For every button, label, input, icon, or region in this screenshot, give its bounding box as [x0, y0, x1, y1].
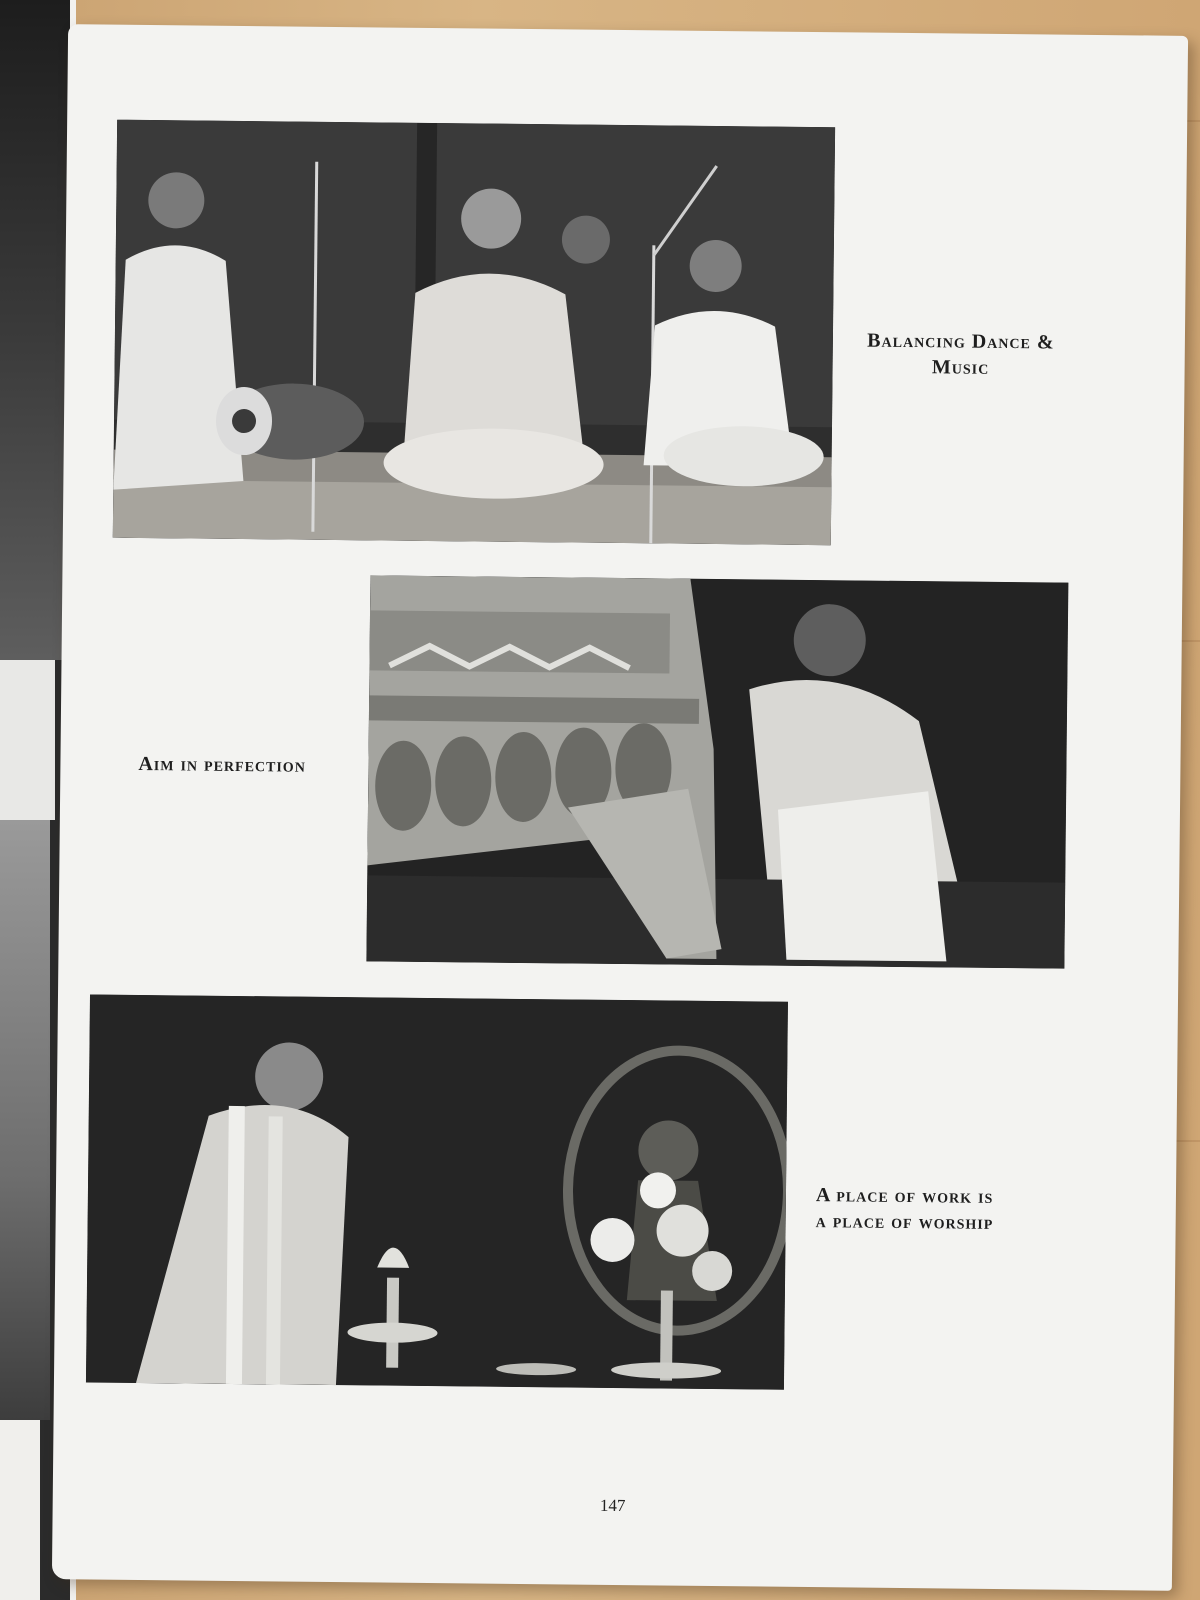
musicians-image	[113, 120, 835, 545]
lamp-lighting-image	[86, 994, 788, 1389]
caption-balancing-dance-music	[850, 327, 1071, 381]
caption-line-1: A place of work is	[815, 1184, 994, 1208]
photo-lamp-lighting	[86, 994, 788, 1389]
curtain-image	[366, 575, 1068, 968]
photo-musicians	[113, 120, 835, 545]
photo-curtain	[366, 575, 1068, 968]
caption-place-of-work	[816, 1182, 1047, 1236]
facing-page-photo-bottom	[0, 820, 50, 1420]
page-number: 147	[599, 1495, 626, 1516]
book-page	[52, 24, 1188, 1591]
caption-line-2: a place of worship	[815, 1210, 994, 1234]
caption-aim-in-perfection	[138, 751, 358, 779]
facing-page-photo-top	[0, 0, 70, 660]
caption-text: Aim in perfection	[138, 752, 306, 777]
facing-page-blank	[0, 660, 55, 820]
caption-text: Balancing Dance & Music	[867, 329, 1055, 379]
facing-page-margin	[0, 1420, 40, 1600]
